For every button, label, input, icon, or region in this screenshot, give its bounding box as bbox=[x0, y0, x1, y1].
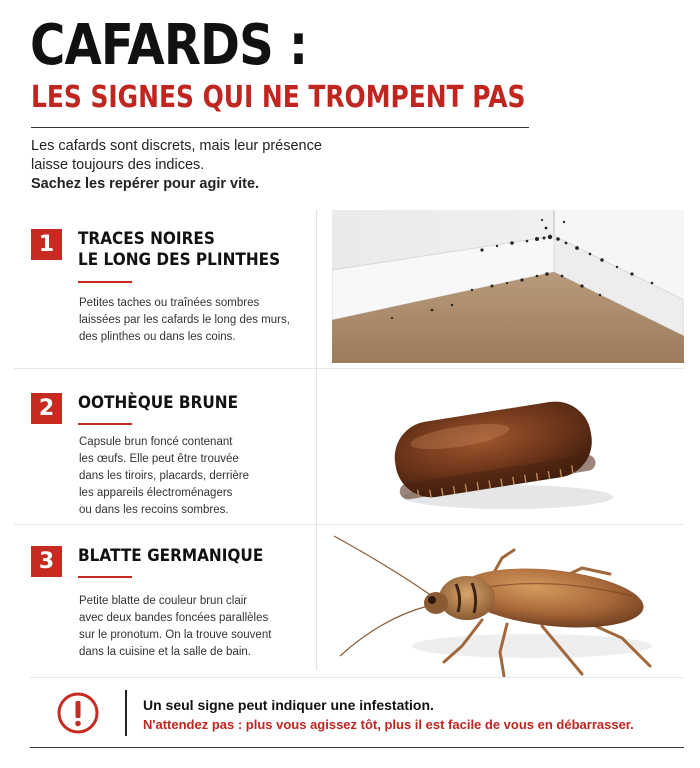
sign-1-desc-line: laissées par les cafards le long des murs, bbox=[79, 314, 290, 326]
page-subtitle: LES SIGNES QUI NE TROMPENT PAS bbox=[31, 80, 526, 115]
intro-line-1: Les cafards sont discrets, mais leur présence bbox=[31, 138, 322, 154]
german-cockroach-photo bbox=[332, 528, 684, 680]
sign-3-desc-line: dans la cuisine et la salle de bain. bbox=[79, 646, 251, 658]
sign-2-desc-line: les œufs. Elle peut être trouvée bbox=[79, 453, 239, 465]
alert-separator bbox=[125, 690, 127, 736]
sign-2-desc-line: ou dans les recoins sombres. bbox=[79, 504, 229, 516]
sign-2-title: OOTHÈQUE BRUNE bbox=[78, 393, 239, 413]
exclamation-circle-icon bbox=[56, 691, 100, 735]
sign-1-desc-line: des plinthes ou dans les coins. bbox=[79, 331, 236, 343]
sign-3-desc-line: avec deux bandes foncées parallèles bbox=[79, 612, 269, 624]
column-divider bbox=[316, 210, 317, 670]
section-divider-1 bbox=[14, 368, 684, 369]
footer-divider bbox=[30, 747, 684, 748]
sign-1-title bbox=[78, 229, 280, 271]
alert-message: Un seul signe peut indiquer une infestation. bbox=[143, 697, 434, 713]
sign-2-desc-line: les appareils électroménagers bbox=[79, 487, 233, 499]
sign-3-desc-line: Petite blatte de couleur brun clair bbox=[79, 595, 248, 607]
sign-2-description bbox=[79, 434, 309, 519]
baseboard-droppings-photo bbox=[332, 210, 684, 363]
page-title: CAFARDS : bbox=[30, 13, 308, 78]
sign-3-title: BLATTE GERMANIQUE bbox=[78, 546, 264, 566]
alert-call-to-action: N'attendez pas : plus vous agissez tôt, plus il est facile de vous en débarrasser. bbox=[143, 717, 634, 732]
sign-3-accent-line bbox=[78, 576, 132, 578]
section-divider-2 bbox=[14, 524, 684, 525]
sign-1-number: 1 bbox=[31, 229, 62, 260]
sign-3-description bbox=[79, 593, 309, 661]
sign-1-description bbox=[79, 295, 309, 346]
sign-1-accent-line bbox=[78, 281, 132, 283]
sign-2-desc-line: dans les tiroirs, placards, derrière bbox=[79, 470, 250, 482]
sign-2-desc-line: Capsule brun foncé contenant bbox=[79, 436, 233, 448]
sign-1-desc-line: Petites taches ou traînées sombres bbox=[79, 297, 260, 309]
sign-3-desc-line: sur le pronotum. On la trouve souvent bbox=[79, 629, 272, 641]
alert-top-divider bbox=[30, 677, 684, 678]
sign-2-number: 2 bbox=[31, 393, 62, 424]
intro-text bbox=[31, 137, 361, 194]
sign-1-title-line-2: LE LONG DES PLINTHES bbox=[78, 250, 281, 270]
ootheca-photo bbox=[332, 372, 684, 520]
sign-2-accent-line bbox=[78, 423, 132, 425]
header-divider bbox=[31, 127, 529, 128]
intro-bold-line: Sachez les repérer pour agir vite. bbox=[31, 176, 260, 192]
sign-3-number: 3 bbox=[31, 546, 62, 577]
intro-line-2: laisse toujours des indices. bbox=[31, 157, 205, 173]
sign-1-title-line-1: TRACES NOIRES bbox=[78, 229, 215, 249]
